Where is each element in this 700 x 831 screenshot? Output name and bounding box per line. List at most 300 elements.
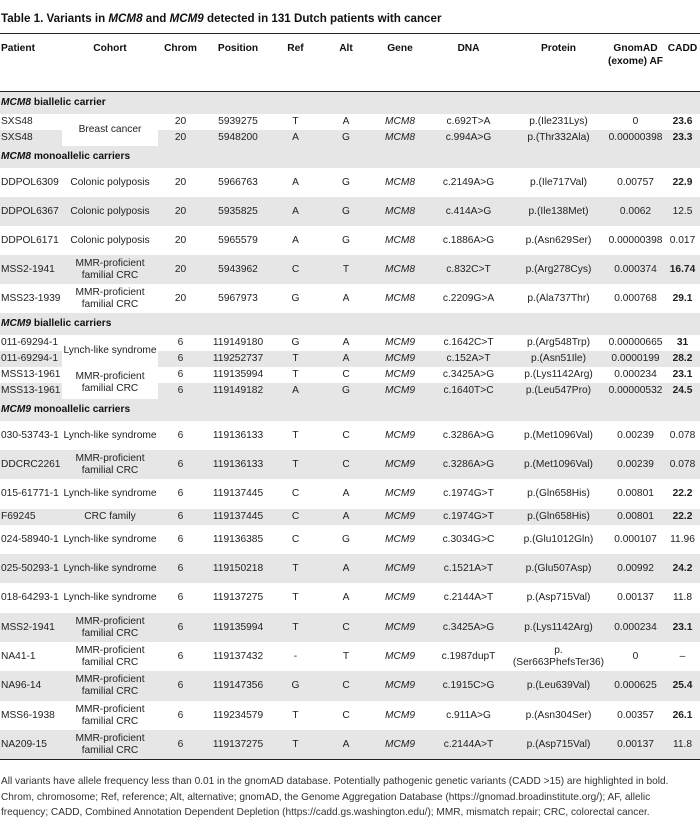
protein-cell: p.(Asn629Ser) (525, 234, 592, 246)
cadd-cell: 11.96 (670, 533, 695, 545)
position-cell: 119136385 (212, 533, 264, 545)
alt-cell: G (342, 176, 350, 188)
chrom-cell: 20 (174, 234, 187, 246)
cohort-cell: Colonic polyposis (62, 197, 158, 226)
position-cell: 119147356 (203, 671, 273, 701)
section-gene: MCM8 (1, 97, 31, 108)
patient-cell: 025-50293-1 (0, 554, 62, 583)
cadd-cell: 23.3 (665, 130, 700, 146)
gene-cell: MCM9 (385, 533, 415, 545)
protein-cell: p.(Ala737Thr) (527, 292, 590, 304)
cohort-cell: MMR-proficient familial CRC (75, 644, 145, 668)
gene-cell: MCM9 (385, 650, 415, 662)
dna-cell: c.1886A>G (442, 234, 495, 246)
ref-cell: T (273, 613, 318, 642)
cohort-cell: Lynch-like syndrome (62, 335, 158, 367)
cadd-cell: 29.1 (672, 292, 693, 304)
chrom-cell: 6 (158, 671, 203, 701)
table-row (0, 554, 700, 583)
dna-cell: c.1642C>T (443, 337, 494, 348)
position-cell: 119137275 (212, 592, 264, 603)
af-cell: 0.00137 (606, 730, 665, 760)
gene-cell: MCM9 (374, 509, 426, 525)
af-cell: 0.00000532 (606, 383, 665, 399)
dna-cell: c.3425A>G (426, 613, 511, 642)
af-cell: 0.00239 (606, 450, 665, 479)
chrom-cell: 6 (158, 450, 203, 479)
table-row (0, 255, 700, 284)
title-gene-1: MCM8 (108, 12, 143, 25)
gene-cell: MCM8 (385, 234, 415, 246)
patient-cell: MSS6-1938 (1, 709, 55, 721)
protein-cell: p.(Leu547Pro) (511, 383, 606, 399)
section-label: biallelic carriers (33, 318, 112, 329)
protein-cell: p.(Lys1142Arg) (524, 369, 593, 380)
alt-cell: A (342, 116, 350, 127)
section-title (0, 146, 700, 168)
dna-cell: c.3034G>C (442, 533, 495, 545)
patient-cell: DDPOL6309 (1, 176, 59, 188)
gene-cell: MCM8 (385, 116, 415, 127)
protein-cell: p.(Ile231Lys) (529, 116, 588, 127)
af-cell: 0.00801 (606, 509, 665, 525)
dna-cell: c.2209G>A (442, 292, 495, 304)
cohort-cell: Lynch-like syndrome (63, 592, 157, 603)
protein-cell: p.(Glu1012Gln) (523, 533, 594, 545)
af-cell: 0.0062 (606, 197, 665, 226)
ref-cell: G (273, 671, 318, 701)
header-row (0, 34, 700, 92)
gene-cell: MCM8 (374, 255, 426, 284)
dna-cell: c.832C>T (426, 255, 511, 284)
cohort-cell: MMR-proficient familial CRC (62, 367, 158, 399)
ref-cell: A (292, 176, 299, 188)
cadd-cell: 0.078 (669, 429, 696, 441)
alt-cell: T (342, 650, 350, 662)
patient-cell: MSS2-1941 (0, 613, 62, 642)
position-cell: 119136133 (203, 450, 273, 479)
table-body (0, 92, 700, 760)
gene-cell: MCM9 (374, 351, 426, 367)
gene-cell: MCM8 (374, 130, 426, 146)
position-cell: 119252737 (203, 351, 273, 367)
position-cell: 119234579 (212, 709, 264, 721)
protein-cell: p.(Leu639Val) (511, 671, 606, 701)
patient-cell: SXS48 (0, 130, 62, 146)
table-row (0, 335, 700, 351)
section-title (0, 92, 700, 115)
cadd-cell: – (679, 650, 686, 662)
table-row (0, 671, 700, 701)
position-cell: 119135994 (212, 369, 264, 380)
gene-cell: MCM9 (374, 730, 426, 760)
ref-cell: C (273, 509, 318, 525)
chrom-cell: 6 (158, 613, 203, 642)
col-header: Chrom (158, 34, 203, 92)
table-row (0, 168, 700, 197)
col-header: DNA (426, 34, 511, 92)
patient-cell: 018-64293-1 (1, 592, 59, 603)
protein-cell: p.(Lys1142Arg) (511, 613, 606, 642)
alt-cell: C (318, 450, 374, 479)
cohort-cell: Lynch-like syndrome (63, 488, 157, 499)
table-row (0, 525, 700, 554)
gene-cell: MCM9 (374, 613, 426, 642)
patient-cell: F69245 (0, 509, 62, 525)
cadd-cell: 22.9 (672, 176, 693, 188)
patient-cell: DDCRC2261 (0, 450, 62, 479)
cadd-cell: 11.8 (665, 730, 700, 760)
gene-cell: MCM9 (385, 488, 415, 499)
cadd-cell: 0.017 (669, 234, 696, 246)
chrom-cell: 6 (177, 429, 184, 441)
variants-table (0, 34, 700, 760)
position-cell: 119149182 (203, 383, 273, 399)
cadd-cell: 26.1 (672, 709, 693, 721)
cohort-cell: Lynch-like syndrome (62, 554, 158, 583)
patient-cell: DDPOL6171 (1, 234, 59, 246)
alt-cell: A (342, 292, 350, 304)
patient-cell: 011-69294-1 (1, 337, 59, 348)
table-row (0, 226, 700, 255)
position-cell: 5965579 (218, 234, 258, 246)
section-header-row (0, 313, 700, 335)
cadd-cell: 24.2 (665, 554, 700, 583)
chrom-cell: 6 (177, 709, 184, 721)
cohort-cell: MMR-proficient familial CRC (62, 450, 158, 479)
alt-cell: G (342, 234, 350, 246)
ref-cell: - (293, 650, 298, 662)
section-label: biallelic carrier (33, 97, 106, 108)
alt-cell: C (318, 671, 374, 701)
col-header: Gene (374, 34, 426, 92)
af-cell: 0.00239 (617, 429, 654, 441)
cadd-cell: 11.8 (672, 592, 693, 603)
dna-cell: c.2144A>T (443, 592, 494, 603)
protein-cell: p.(Ile138Met) (511, 197, 606, 226)
patient-cell: NA209-15 (0, 730, 62, 760)
af-cell: 0.00357 (617, 709, 654, 721)
patient-cell: MSS13-1961 (0, 383, 62, 399)
cohort-cell: Lynch-like syndrome (63, 429, 157, 441)
chrom-cell: 20 (158, 130, 203, 146)
title-gene-2: MCM9 (169, 12, 204, 25)
patient-cell: 015-61771-1 (1, 488, 59, 499)
position-cell: 5939275 (218, 116, 258, 127)
gene-cell: MCM9 (385, 592, 415, 603)
position-cell: 119135994 (203, 613, 273, 642)
chrom-cell: 20 (174, 116, 187, 127)
table-row (0, 421, 700, 450)
position-cell: 119137432 (212, 650, 264, 662)
cadd-cell: 12.5 (665, 197, 700, 226)
col-header: Patient (0, 34, 62, 92)
protein-cell: p.(Glu507Asp) (511, 554, 606, 583)
patient-cell: 024-58940-1 (1, 533, 59, 545)
af-cell: 0.000768 (614, 292, 657, 304)
ref-cell: G (291, 292, 300, 304)
dna-cell: c.3425A>G (442, 369, 495, 380)
position-cell: 5967973 (218, 292, 258, 304)
table-title-bar (0, 0, 700, 34)
ref-cell: C (273, 255, 318, 284)
dna-cell: c.414A>G (426, 197, 511, 226)
alt-cell: G (342, 533, 350, 545)
table-footnote: All variants have allele frequency less than 0.01 in the gnomAD database. Potentially pathogenic genetic variants (CADD >15) are highlighted in bold. Chrom, chromosome; Ref, reference; Alt, alternative; gnomAD, the Genome Aggregation Database (https://gnomad.broadinstitute.org/); AF, allelic frequency; CADD, Combined Annotation Dependent Depletion (https://cadd.gs.washington.edu/); MMR, mismatch repair; CRC, colorectal cancer. (1, 776, 669, 819)
dna-cell: c.911A>G (446, 709, 491, 721)
position-cell: 5935825 (203, 197, 273, 226)
chrom-cell: 6 (158, 383, 203, 399)
chrom-cell: 20 (174, 292, 187, 304)
chrom-cell: 6 (177, 337, 184, 348)
cohort-cell: MMR-proficient familial CRC (62, 671, 158, 701)
cadd-cell: 28.2 (665, 351, 700, 367)
position-cell: 119137275 (203, 730, 273, 760)
cadd-cell: 16.74 (665, 255, 700, 284)
table-row (0, 730, 700, 760)
protein-cell: p.(Asn304Ser) (525, 709, 592, 721)
section-title (0, 399, 700, 421)
ref-cell: T (273, 730, 318, 760)
dna-cell: c.1974G>T (443, 488, 494, 499)
table-row (0, 284, 700, 313)
cohort-cell: Colonic polyposis (70, 176, 150, 188)
dna-cell: c.2144A>T (426, 730, 511, 760)
af-cell: 0.000234 (606, 613, 665, 642)
patient-cell: MSS13-1961 (1, 369, 61, 380)
cohort-cell: MMR-proficient familial CRC (75, 703, 145, 727)
ref-cell: T (292, 709, 299, 721)
af-cell: 0.000374 (606, 255, 665, 284)
cohort-cell: MMR-proficient familial CRC (62, 730, 158, 760)
gene-cell: MCM9 (385, 337, 415, 348)
section-gene: MCM9 (1, 404, 31, 415)
table-row (0, 197, 700, 226)
cadd-cell: 23.6 (672, 116, 693, 127)
alt-cell: C (342, 369, 350, 380)
protein-cell: p.(Met1096Val) (511, 450, 606, 479)
table-row (0, 642, 700, 671)
af-cell: 0.00801 (617, 488, 654, 499)
position-cell: 119149180 (212, 337, 264, 348)
af-cell: 0.000234 (614, 369, 657, 380)
ref-cell: A (292, 234, 299, 246)
col-header: Alt (318, 34, 374, 92)
af-cell: 0.00000665 (608, 337, 663, 348)
ref-cell: T (292, 429, 299, 441)
dna-cell: c.1974G>T (426, 509, 511, 525)
chrom-cell: 6 (177, 533, 184, 545)
dna-cell: c.1915C>G (426, 671, 511, 701)
chrom-cell: 6 (177, 369, 184, 380)
section-label: monoallelic carriers (33, 404, 131, 415)
ref-cell: T (292, 116, 299, 127)
cadd-cell: 22.2 (672, 488, 693, 499)
alt-cell: A (318, 730, 374, 760)
dna-cell: c.3286A>G (442, 429, 495, 441)
alt-cell: A (342, 337, 350, 348)
col-header: Position (203, 34, 273, 92)
chrom-cell: 6 (158, 554, 203, 583)
chrom-cell: 6 (158, 351, 203, 367)
cadd-cell: 23.1 (665, 613, 700, 642)
gene-cell: MCM9 (374, 671, 426, 701)
position-cell: 119137445 (203, 509, 273, 525)
section-gene: MCM8 (1, 151, 31, 162)
dna-cell: c.1987dupT (441, 650, 496, 662)
chrom-cell: 6 (158, 509, 203, 525)
dna-cell: c.692T>A (446, 116, 491, 127)
ref-cell: T (273, 450, 318, 479)
protein-cell: p.(Met1096Val) (524, 429, 593, 441)
ref-cell: C (291, 488, 300, 499)
af-cell: 0.00757 (617, 176, 654, 188)
protein-cell: p.(Arg548Trp) (526, 337, 591, 348)
patient-cell: MSS23-1939 (1, 292, 61, 304)
title-prefix: Table 1. Variants in (1, 12, 109, 25)
dna-cell: c.152A>T (426, 351, 511, 367)
chrom-cell: 20 (174, 176, 187, 188)
table-row (0, 367, 700, 383)
alt-cell: A (318, 509, 374, 525)
alt-cell: C (342, 709, 350, 721)
table-row (0, 701, 700, 730)
alt-cell: G (318, 383, 374, 399)
cohort-cell: MMR-proficient familial CRC (75, 286, 145, 310)
gene-cell: MCM9 (374, 383, 426, 399)
table-row (0, 613, 700, 642)
alt-cell: G (318, 197, 374, 226)
patient-cell: 030-53743-1 (1, 429, 59, 441)
cadd-cell: 23.1 (672, 369, 693, 380)
ref-cell: T (273, 554, 318, 583)
table-title (1, 12, 700, 25)
chrom-cell: 6 (177, 650, 184, 662)
table-row (0, 509, 700, 525)
col-header: Protein (511, 34, 606, 92)
af-cell: 0.0000199 (606, 351, 665, 367)
col-header: CADD (665, 34, 700, 92)
protein-cell: p.(Arg278Cys) (511, 255, 606, 284)
patient-cell: SXS48 (1, 116, 33, 127)
patient-cell: MSS2-1941 (0, 255, 62, 284)
section-label: monoallelic carriers (33, 151, 131, 162)
cadd-cell: 31 (676, 337, 689, 348)
protein-cell: p.(Ser663PhefsTer36) (512, 644, 605, 668)
gene-cell: MCM8 (385, 292, 415, 304)
gene-cell: MCM9 (374, 450, 426, 479)
alt-cell: A (318, 554, 374, 583)
cohort-cell: Breast cancer (62, 114, 158, 146)
cadd-cell: 25.4 (665, 671, 700, 701)
af-cell: 0.00000398 (608, 234, 663, 246)
col-header: Ref (273, 34, 318, 92)
ref-cell: T (292, 592, 299, 603)
title-and: and (142, 12, 170, 25)
cadd-cell: 0.078 (665, 450, 700, 479)
chrom-cell: 20 (158, 197, 203, 226)
cohort-cell: Colonic polyposis (70, 234, 150, 246)
ref-cell: G (291, 337, 300, 348)
section-header-row (0, 146, 700, 168)
col-header: Cohort (62, 34, 158, 92)
dna-cell: c.3286A>G (426, 450, 511, 479)
section-header-row (0, 399, 700, 421)
ref-cell: T (273, 351, 318, 367)
ref-cell: A (273, 130, 318, 146)
table-row (0, 114, 700, 130)
position-cell: 5966763 (218, 176, 258, 188)
protein-cell: p.(Asp715Val) (511, 730, 606, 760)
table-row (0, 583, 700, 613)
alt-cell: A (342, 488, 350, 499)
section-gene: MCM9 (1, 318, 31, 329)
cohort-cell: Lynch-like syndrome (63, 533, 157, 545)
alt-cell: A (318, 351, 374, 367)
af-cell: 0 (632, 650, 639, 662)
chrom-cell: 6 (177, 592, 184, 603)
ref-cell: T (292, 369, 299, 380)
protein-cell: p.(Gln658His) (527, 488, 590, 499)
ref-cell: A (273, 383, 318, 399)
section-header-row (0, 92, 700, 115)
af-cell: 0.000625 (606, 671, 665, 701)
patient-cell: 011-69294-1 (0, 351, 62, 367)
dna-cell: c.1521A>T (426, 554, 511, 583)
protein-cell: p.(Thr332Ala) (511, 130, 606, 146)
table-row (0, 450, 700, 479)
gene-cell: MCM9 (385, 709, 415, 721)
col-header: GnomAD (exome) AF (606, 34, 665, 92)
title-suffix: detected in 131 Dutch patients with cancer (203, 12, 442, 25)
alt-cell: T (318, 255, 374, 284)
chrom-cell: 6 (158, 730, 203, 760)
gene-cell: MCM9 (374, 554, 426, 583)
alt-cell: A (342, 592, 350, 603)
gene-cell: MCM8 (385, 176, 415, 188)
gene-cell: MCM9 (385, 429, 415, 441)
protein-cell: p.(Ile717Val) (529, 176, 587, 188)
alt-cell: C (318, 613, 374, 642)
af-cell: 0 (632, 116, 639, 127)
chrom-cell: 20 (158, 255, 203, 284)
position-cell: 119150218 (203, 554, 273, 583)
ref-cell: C (291, 533, 300, 545)
position-cell: 5943962 (203, 255, 273, 284)
gene-cell: MCM9 (385, 369, 415, 380)
gene-cell: MCM8 (374, 197, 426, 226)
cadd-cell: 22.2 (665, 509, 700, 525)
position-cell: 119137445 (212, 488, 264, 499)
position-cell: 119136133 (212, 429, 264, 441)
cadd-cell: 24.5 (665, 383, 700, 399)
af-cell: 0.00137 (617, 592, 654, 603)
ref-cell: A (273, 197, 318, 226)
af-cell: 0.00000398 (606, 130, 665, 146)
protein-cell: p.(Gln658His) (511, 509, 606, 525)
cohort-cell: MMR-proficient familial CRC (62, 613, 158, 642)
patient-cell: NA41-1 (1, 650, 36, 662)
dna-cell: c.1640T>C (426, 383, 511, 399)
cohort-cell: CRC family (62, 509, 158, 525)
af-cell: 0.000107 (614, 533, 657, 545)
dna-cell: c.994A>G (426, 130, 511, 146)
chrom-cell: 6 (177, 488, 184, 499)
alt-cell: G (318, 130, 374, 146)
patient-cell: NA96-14 (0, 671, 62, 701)
alt-cell: C (342, 429, 350, 441)
dna-cell: c.2149A>G (442, 176, 495, 188)
